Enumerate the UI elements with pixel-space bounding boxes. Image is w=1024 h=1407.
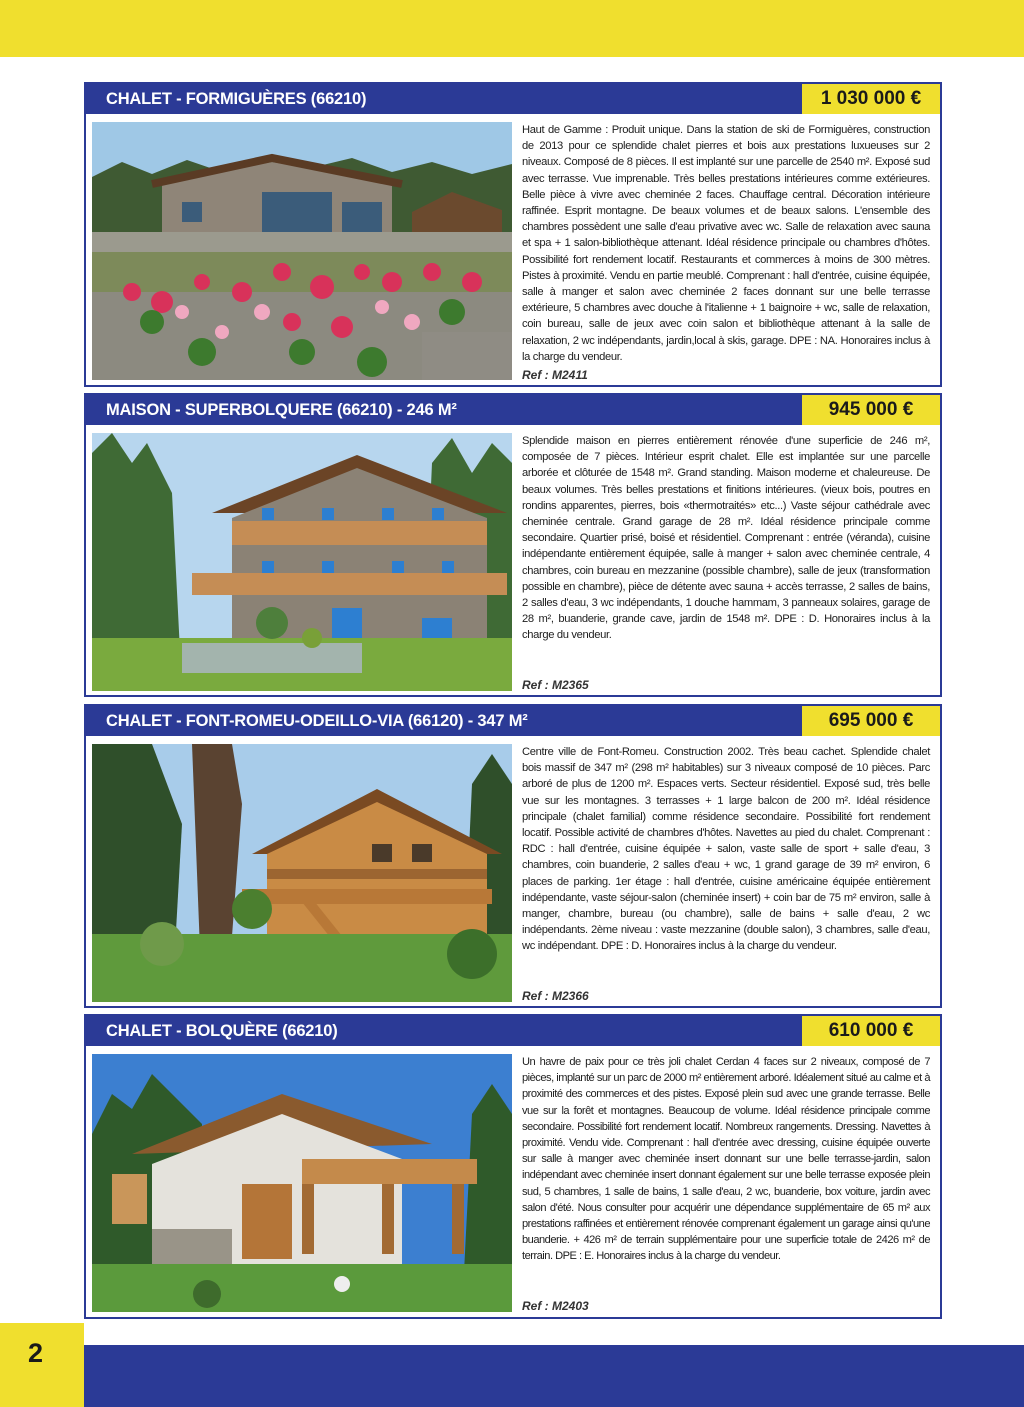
listing-ref: Ref : M2366 xyxy=(522,989,589,1003)
listing-price: 945 000 € xyxy=(802,395,940,425)
listing-ref: Ref : M2365 xyxy=(522,678,589,692)
listing-price: 695 000 € xyxy=(802,706,940,736)
stone-house-blue-shutters-photo[interactable] xyxy=(92,433,512,691)
listing-card[interactable] xyxy=(84,1014,942,1319)
listing-title[interactable]: CHALET - FONT-ROMEU-ODEILLO-VIA (66120) - 347 M² xyxy=(106,712,528,730)
page-number: 2 xyxy=(28,1338,44,1368)
listing-price: 610 000 € xyxy=(802,1016,940,1046)
listing-title[interactable]: MAISON - SUPERBOLQUERE (66210) - 246 M² xyxy=(106,401,457,419)
listing-title-bar xyxy=(86,1016,940,1046)
listing-ref: Ref : M2411 xyxy=(522,368,588,382)
listing-description: Splendide maison en pierres entièrement rénovée d'une superficie de 246 m², composée de 7 pièces. Intérieur esprit chalet. Elle est implantée sur une parcelle arborée et clôturée de 1548 m². Grand standing. Maison moderne et chaleureuse. De beaux volumes. Très belles prestations et finitions intérieures. (vieux bois, poutres en rondins apparentes, pierres, bois «thermotraités» etc...) Vaste séjour cathédrale avec cheminée centrale. Grand garage de 28 m². Idéal résidence principale comme secondaire. Quartier prisé, boisé et résidentiel. Comprenant : entrée (véranda), cuisine indépendante entièrement équipée, salle à manger + salon avec cheminée centrale, 4 chambres, coin bureau en mezzanine (possible chambre), salle de jeux (transformation possible en chambre), pièce de détente avec sauna + accès terrasse, 2 salles de bains, 2 salles d'eau, 3 wc indépendants, 1 douche hammam, 3 panneaux solaires, garage de 28 m², buanderie, grande cave, jardin de 1548 m². DPE : D. Honoraires inclus à la charge du vendeur. xyxy=(522,435,930,642)
top-yellow-band xyxy=(0,0,1024,57)
listing-title-bar xyxy=(86,395,940,425)
bottom-blue-band xyxy=(84,1345,1024,1407)
listing-card[interactable] xyxy=(84,393,942,697)
listing-title-bar xyxy=(86,84,940,114)
log-chalet-forest-photo[interactable] xyxy=(92,744,512,1002)
listing-title[interactable]: CHALET - BOLQUÈRE (66210) xyxy=(106,1022,338,1040)
listing-description: Haut de Gamme : Produit unique. Dans la station de ski de Formiguères, construction de 2013 pour ce splendide chalet pierres et bois aux prestations luxueuses sur 2 niveaux. Composé de 8 pièces. Il est implanté sur une parcelle de 2540 m². Exposé sud avec terrasse. Vue imprenable. Très belles prestations intérieures comme extérieures. Belle pièce à vivre avec cheminée 2 faces. Chauffage central. Décoration intérieure raffinée. Esprit montagne. De beaux volumes et de beaux salons. L'ensemble des chambres possèdent une salle d'eau privative avec wc. Salle de relaxation avec sauna et spa + 1 salon-bibliothèque attenant. Idéal résidence principale ou chambres d'hôtes. Possibilité fort rendement locatif. Restaurants et commerces à moins de 300 mètres. Pistes à proximité. Vendu en partie meublé. Comprenant : hall d'entrée, cuisine équipée, salle à manger et salon avec cheminée 2 faces donnant sur une belle terrasse extérieure, 5 chambres avec douche à l'italienne + 1 baignoire + wc, salle de relaxation, coin bureau, salle de jeux avec coin salon et bibliothèque attenant à la salle de relaxation, 2 wc indépendants, jardin,local à skis, garage. DPE : NA. Honoraires inclus à la charge du vendeur. xyxy=(522,124,930,363)
listing-card[interactable] xyxy=(84,82,942,387)
listing-price: 1 030 000 € xyxy=(802,84,940,114)
listing-description: Un havre de paix pour ce très joli chalet Cerdan 4 faces sur 2 niveaux, composé de 7 pièces, implanté sur un parc de 2000 m² entièrement arboré. Idéalement situé au calme et à proximité des commerces et des pistes. Exposé plein sud avec une grande terrasse. Belle vue sur la forêt et montagnes. Beaucoup de volume. Idéal résidence principale comme secondaire. Possibilité fort rendement locatif. Nombreux rangements. Dressing. Navettes à proximité. Vendu vide. Comprenant : hall d'entrée avec dressing, cuisine équipée ouverte sur salle à manger avec cheminée insert donnant sur une belle terrasse-jardin, salon indépendant avec cheminée insert donnant également sur une belle terrasse exposée plein sud, 5 chambres, 1 salle de bains, 1 salle d'eau, 2 wc, buanderie, box voiture, jardin avec salon d'été. Nous consulter pour acquérir une dépendance supplémentaire de 65 m² aux prestations raffinées et entièrement rénovée comprenant également un garage ainsi qu'une buanderie. + 426 m² de terrain supplémentaire pour une superficie totale de 2426 m² de terrain. DPE : E. Honoraires inclus à la charge du vendeur. xyxy=(522,1056,930,1263)
listing-title-bar xyxy=(86,706,940,736)
listing-description: Centre ville de Font-Romeu. Construction 2002. Très beau cachet. Splendide chalet bois massif de 347 m² (298 m² habitables) sur 3 niveaux composé de 10 pièces. Parc arboré de plus de 1200 m². Espaces verts. Secteur résidentiel. Exposé sud, très belle vue sur les montagnes. 3 terrasses + 1 large balcon de 200 m². Idéal résidence principale (chalet familial) comme résidence secondaire. Possibilité fort rendement locatif. Possible activité de chambres d'hôtes. Navettes au pied du chalet. Comprenant : RDC : hall d'entrée, cuisine équipée + salon, vaste salle de sport + salle d'eau, 3 chambres, coin buanderie, 2 salles d'eau + wc, 1 grand garage de 39 m² environ, 6 places de parking. 1er étage : hall d'entrée, cuisine américaine équipée entièrement indépendante, vaste séjour-salon (cheminée insert) + coin bar de 75 m² environ, salle à manger, chambre, bureau (ou chambre), salle de bains + salle d'eau, 2 wc indépendants. 2ème niveau : vaste mezzanine (double salon), 3 chambres, salle d'eau, wc indépendant. DPE : D. Honoraires inclus à la charge du vendeur. xyxy=(522,746,930,953)
listing-title[interactable]: CHALET - FORMIGUÈRES (66210) xyxy=(106,90,367,108)
white-chalet-wood-balcony-photo[interactable] xyxy=(92,1054,512,1312)
listing-card[interactable] xyxy=(84,704,942,1008)
listing-ref: Ref : M2403 xyxy=(522,1299,589,1313)
chalet-stone-flowers-photo[interactable] xyxy=(92,122,512,380)
